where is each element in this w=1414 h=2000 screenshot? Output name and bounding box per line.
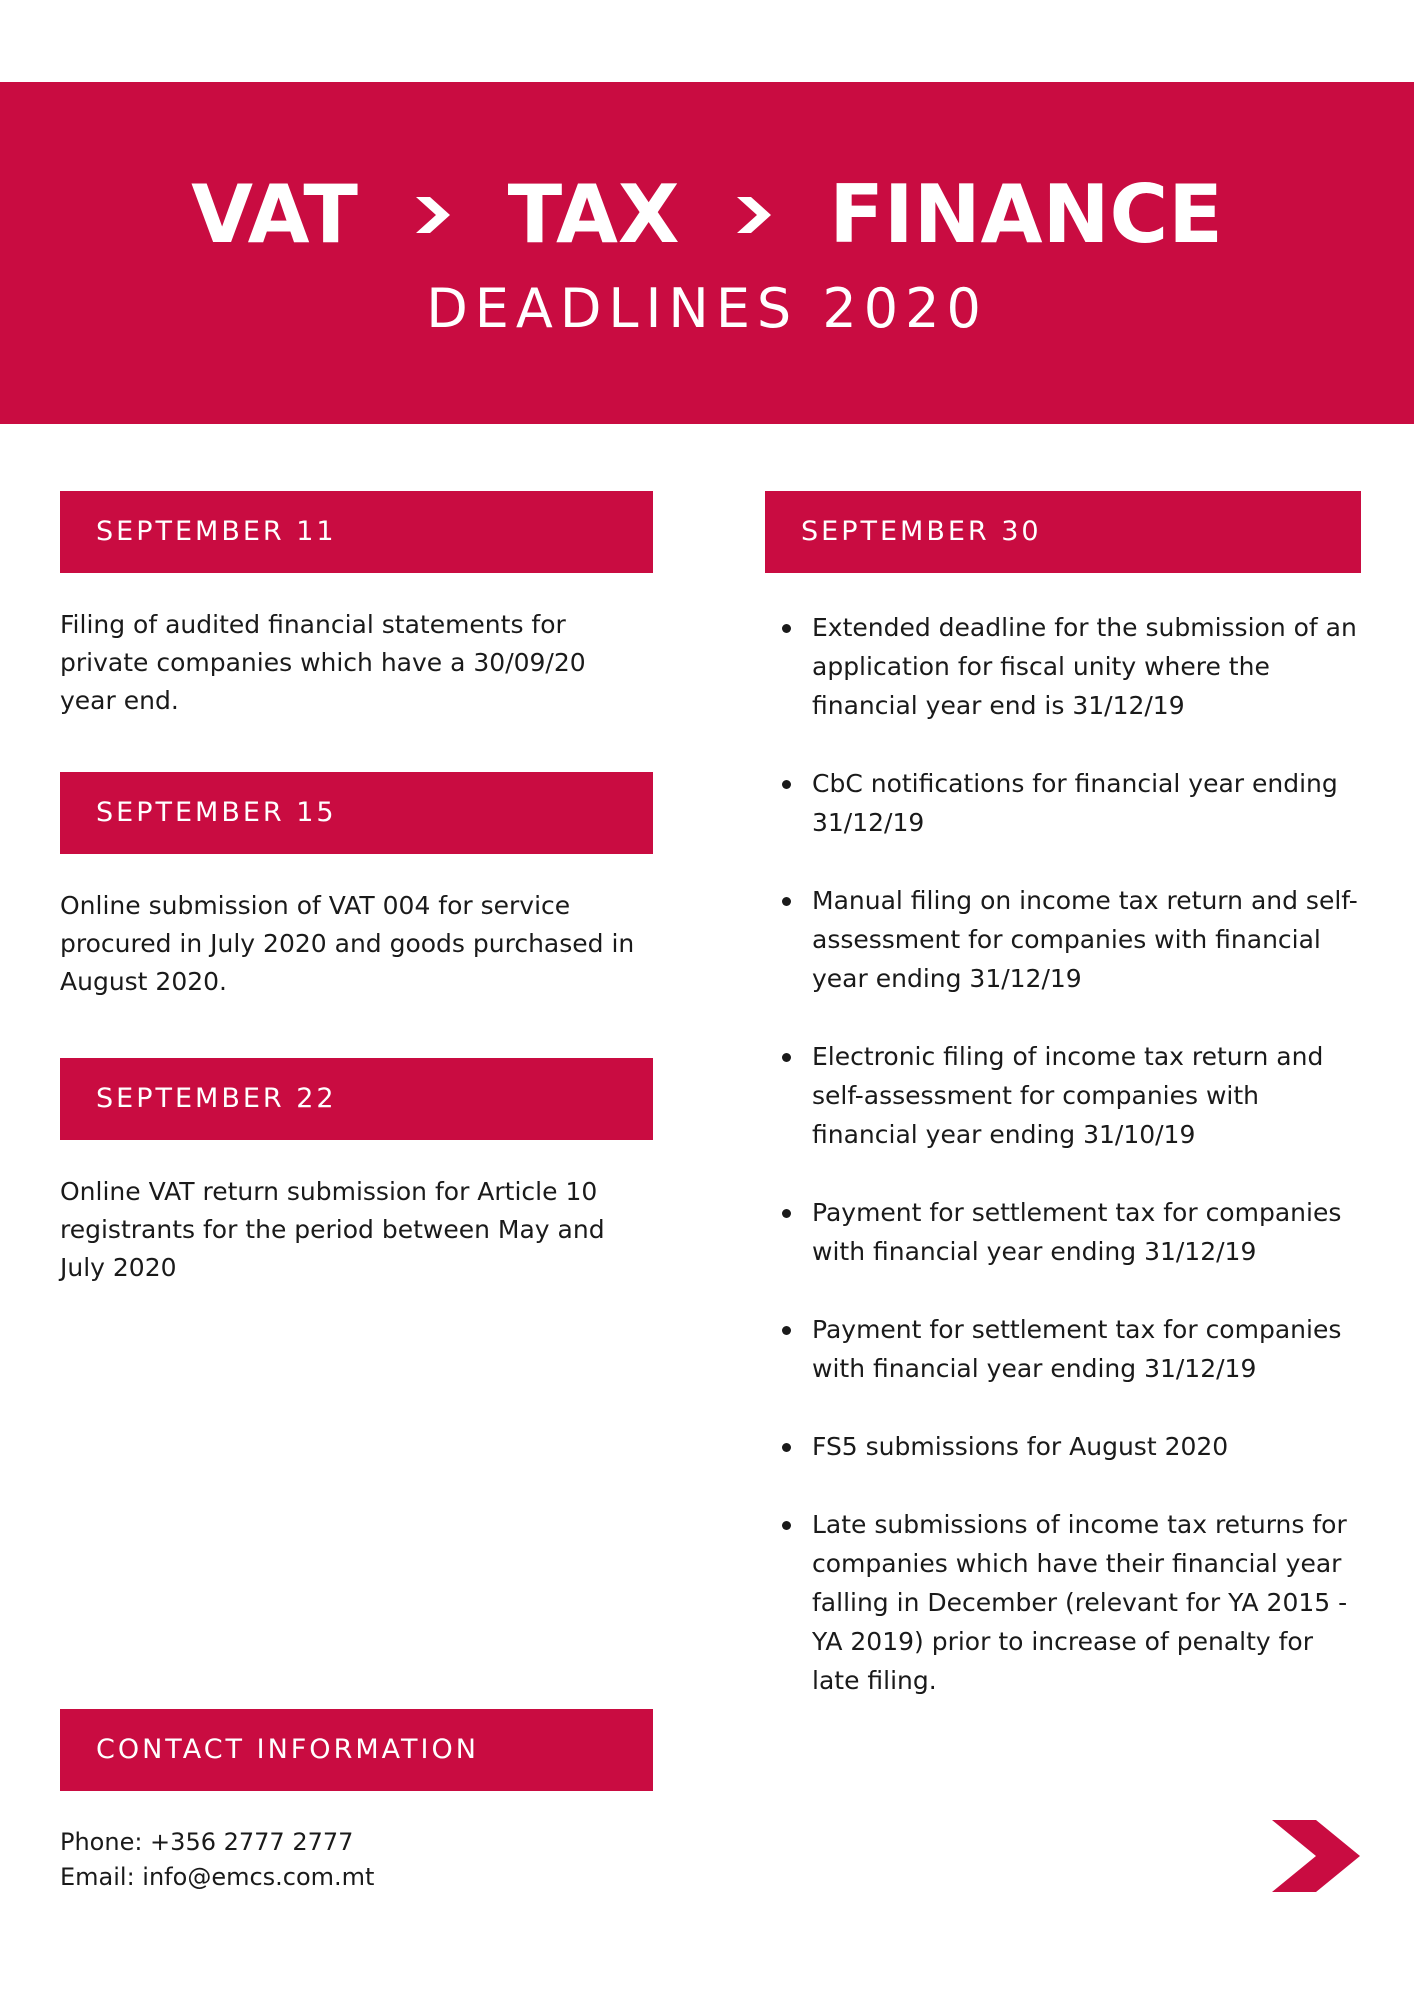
page-title (0, 168, 1414, 262)
bullet-icon (782, 624, 791, 633)
header-banner (0, 82, 1414, 424)
list-item: CbC notifications for financial year ending 31/12/19 (778, 764, 1358, 842)
list-item: Extended deadline for the submission of an application for fiscal unity where the financial year end is 31/12/19 (778, 608, 1358, 725)
section-heading-sep-30: SEPTEMBER 30 (765, 491, 1361, 573)
bullet-icon (782, 1521, 791, 1530)
list-item: Payment for settlement tax for companies with financial year ending 31/12/19 (778, 1310, 1358, 1388)
list-item: Payment for settlement tax for companies with financial year ending 31/12/19 (778, 1193, 1358, 1271)
list-item: Electronic filing of income tax return and self-assessment for companies with financial year ending 31/10/19 (778, 1037, 1358, 1154)
contact-email: Email: info@emcs.com.mt (60, 1863, 375, 1891)
section-text-sep-11: Filing of audited financial statements for private companies which have a 30/09/20 year end. (60, 610, 586, 715)
section-text-sep-22: Online VAT return submission for Article 10 registrants for the period between May and July 2020 (60, 1177, 605, 1282)
contact-phone: Phone: +356 2777 2777 (60, 1828, 354, 1856)
title-word-tax: TAX (507, 168, 680, 262)
section-text-sep-15: Online submission of VAT 004 for service procured in July 2020 and goods purchased in August 2020. (60, 891, 635, 996)
list-item: Manual filing on income tax return and self-assessment for companies with financial year ending 31/12/19 (778, 881, 1358, 998)
bullet-icon (782, 1209, 791, 1218)
list-item: Late submissions of income tax returns for companies which have their financial year falling in December (relevant for YA 2015 - YA 2019) prior to increase of penalty for late filing. (778, 1505, 1358, 1700)
contact-heading: CONTACT INFORMATION (60, 1709, 653, 1791)
section-heading-sep-11: SEPTEMBER 11 (60, 491, 653, 573)
bullet-icon (782, 897, 791, 906)
bullet-icon (782, 780, 791, 789)
chevron-right-icon (737, 197, 771, 233)
chevron-right-icon (1272, 1820, 1360, 1892)
chevron-right-icon (416, 197, 450, 233)
bullet-icon (782, 1443, 791, 1452)
sep-30-deadline-list (778, 608, 1358, 1739)
bullet-icon (782, 1053, 791, 1062)
page-subtitle: DEADLINES 2020 (426, 277, 988, 340)
section-heading-sep-22: SEPTEMBER 22 (60, 1058, 653, 1140)
list-item: FS5 submissions for August 2020 (778, 1427, 1358, 1466)
title-word-vat: VAT (191, 168, 358, 262)
title-word-finance: FINANCE (829, 168, 1223, 262)
section-heading-sep-15: SEPTEMBER 15 (60, 772, 653, 854)
bullet-icon (782, 1326, 791, 1335)
